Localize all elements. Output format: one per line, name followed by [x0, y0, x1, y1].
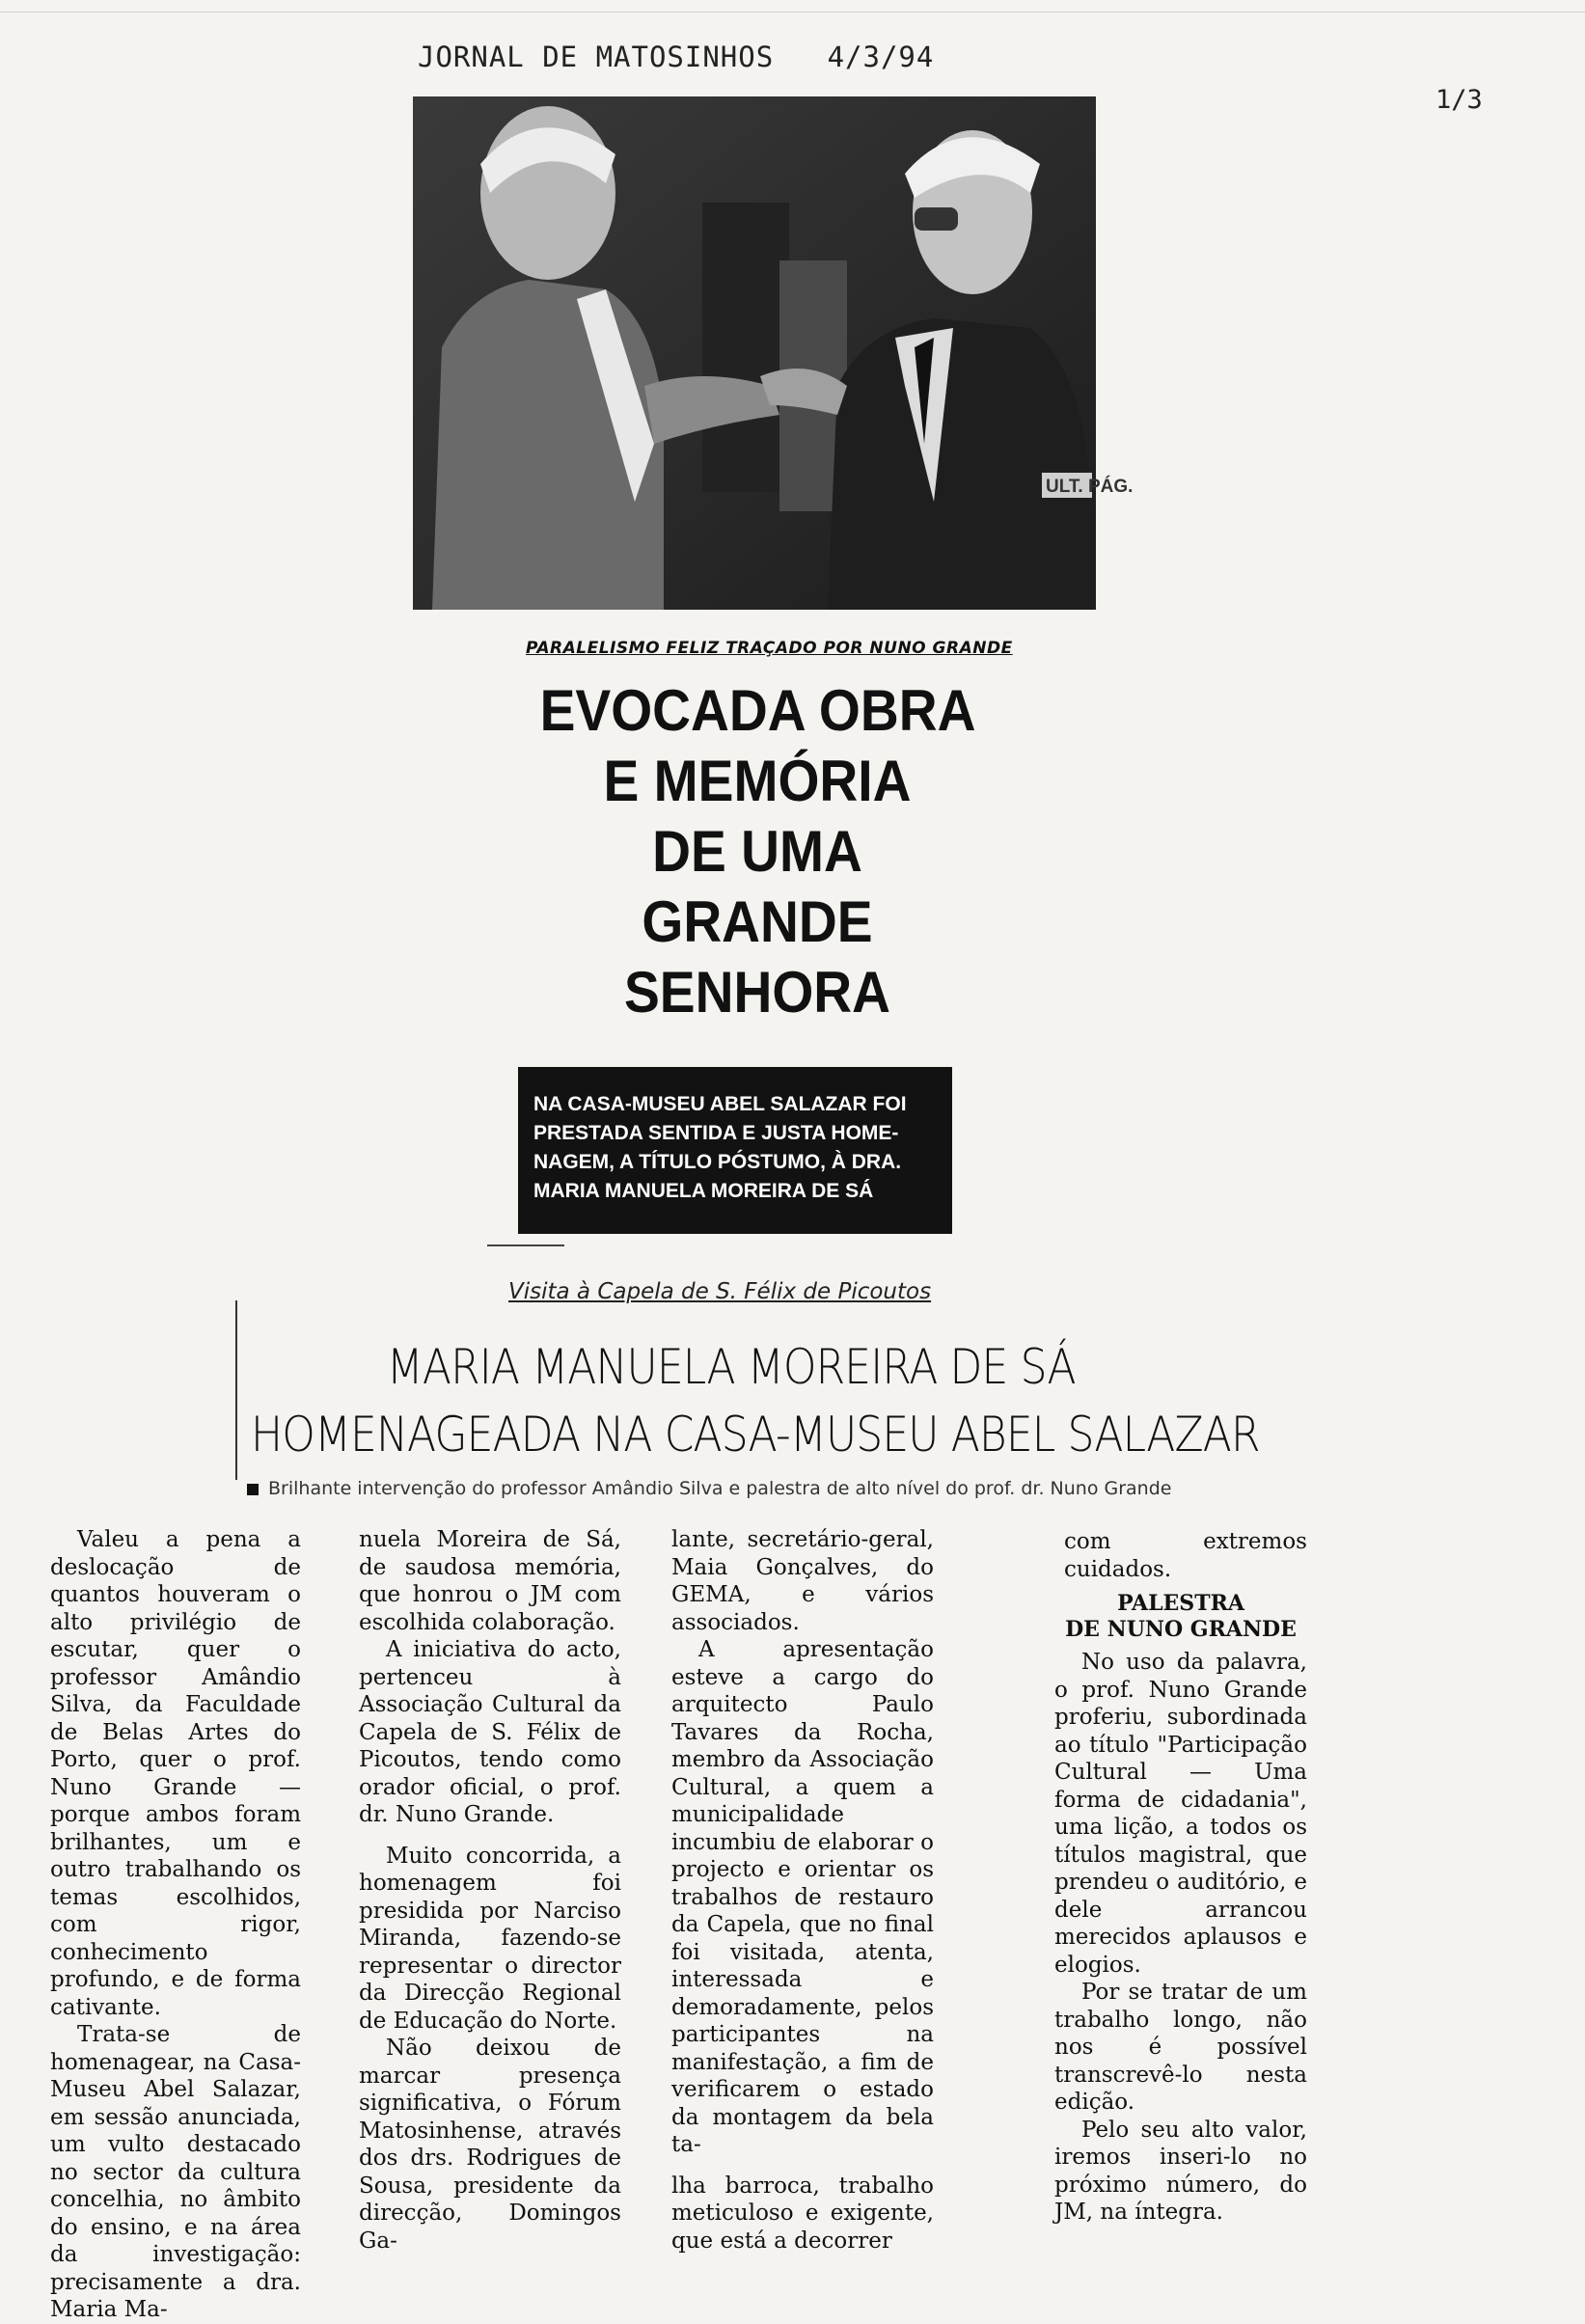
article-column-4 [1054, 1528, 1307, 2227]
paragraph: Muito concorrida, a homenagem foi presidida por Narciso Miranda, fazendo-se representar o director da Direcção Regional de Educação do Norte. [359, 1843, 621, 2034]
article-column-3 [671, 1526, 934, 2255]
headline [540, 675, 975, 1027]
paragraph: A iniciativa do acto, pertenceu à Associação Cultural da Capela de S. Félix de Picoutos, tendo como orador oficial, o prof. dr. Nuno Grande. [359, 1637, 621, 1827]
secondary-title [251, 1333, 1260, 1468]
headline-line: GRANDE [642, 889, 873, 954]
issue-date: 4/3/94 [827, 41, 935, 73]
photo-tag: ULT. PÁG. [1046, 477, 1134, 497]
article-column-1 [50, 1526, 301, 2324]
paragraph: Por se tratar de um trabalho longo, não nos é possível transcrevê-lo nesta edição. [1054, 1980, 1307, 2115]
section-label: Visita à Capela de S. Félix de Picoutos [508, 1279, 932, 1304]
news-photo [413, 96, 1134, 610]
newspaper-name: JORNAL DE MATOSINHOS [418, 41, 775, 73]
paragraph: No uso da palavra, o prof. Nuno Grande proferiu, subordinada ao título "Participação Cultural — Uma forma de cidadania", uma lição, a todos os títulos magistral, que prendeu o auditório, e dele arrancou merecidos aplausos e elogios. [1054, 1650, 1307, 1978]
paragraph: nuela Moreira de Sá, de saudosa memória, que honrou o JM com escolhida colaboração. [359, 1527, 621, 1635]
paragraph: com extremos cuidados. [1064, 1529, 1307, 1582]
headline-line: DE UMA [652, 819, 862, 884]
secondary-title-line: MARIA MANUELA MOREIRA DE SÁ [386, 1339, 1076, 1395]
newspaper-header [418, 41, 934, 73]
headline-line: E MEMÓRIA [603, 749, 912, 813]
kicker: PARALELISMO FELIZ TRAÇADO POR NUNO GRANDE [526, 639, 1013, 658]
page-number: 1/3 [1435, 85, 1483, 115]
paragraph: Pelo seu alto valor, iremos inseri-lo no próximo número, do JM, na íntegra. [1054, 2117, 1307, 2225]
paragraph: Valeu a pena a deslocação de quantos houveram o alto privilégio de escutar, quer o professor Amândio Silva, da Faculdade de Belas Artes do Porto, quer o prof. Nuno Grande — porque ambos foram brilhantes, um e outro trabalhando os temas escolhidos, com rigor, conhecimento profundo, e de forma cativante. [50, 1527, 301, 2020]
photo-image [413, 96, 1134, 610]
article-column-2 [359, 1526, 621, 2255]
deck-box [518, 1067, 952, 1234]
bullet-square-icon [247, 1484, 259, 1495]
deck-line: MARIA MANUELA MOREIRA DE SÁ [533, 1180, 874, 1202]
top-border [0, 12, 1585, 13]
paragraph: lha barroca, trabalho meticuloso e exigente, que está a decorrer [671, 2173, 934, 2254]
subheading-line: DE NUNO GRANDE [1065, 1617, 1297, 1642]
headline-line: SENHORA [623, 960, 891, 1025]
title-bar [235, 1300, 237, 1480]
paragraph: A apresentação esteve a cargo do arquitecto Paulo Tavares da Rocha, membro da Associação Cultural, a quem a municipalidade incumbiu de elaborar o projecto e orientar os trabalhos de restauro da Capela, que no final foi visitada, atenta, interessada e demoradamente, pelos participantes na manifestação, a fim de verificarem o estado da montagem da bela ta- [671, 1637, 934, 2157]
secondary-title-line: HOMENAGEADA NA CASA-MUSEU ABEL SALAZAR [251, 1407, 1260, 1463]
subheading-line: PALESTRA [1117, 1591, 1244, 1616]
deck-line: NA CASA-MUSEU ABEL SALAZAR FOI [533, 1093, 907, 1115]
subheading [247, 1478, 1171, 1499]
subheading-palestra [1054, 1591, 1307, 1643]
deck-line: NAGEM, A TÍTULO PÓSTUMO, À DRA. [533, 1151, 902, 1173]
divider [487, 1244, 564, 1246]
headline-line: EVOCADA OBRA [539, 678, 976, 743]
subheading-text: Brilhante intervenção do professor Amândio Silva e palestra de alto nível do prof. dr. Nuno Grande [268, 1478, 1172, 1499]
deck-line: PRESTADA SENTIDA E JUSTA HOME- [533, 1122, 899, 1144]
paragraph: Não deixou de marcar presença significativa, o Fórum Matosinhense, através dos drs. Rodrigues de Sousa, presidente da direcção, Domingos Ga- [359, 2036, 621, 2254]
paragraph: Trata-se de homenagear, na Casa-Museu Abel Salazar, em sessão anunciada, um vulto destacado no sector da cultura concelhia, no âmbito do ensino, e na área da investigação: precisamente a dra. Maria Ma- [50, 2022, 301, 2322]
paragraph: lante, secretário-geral, Maia Gonçalves, do GEMA, e vários associados. [671, 1527, 934, 1635]
